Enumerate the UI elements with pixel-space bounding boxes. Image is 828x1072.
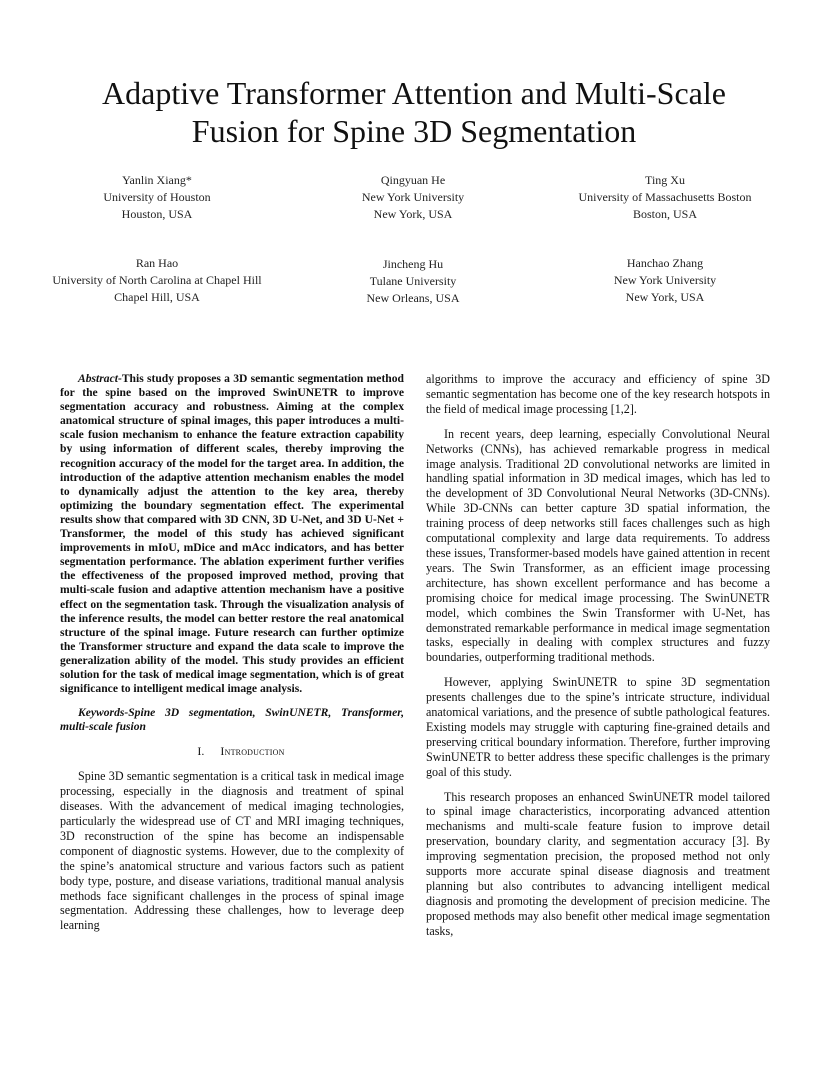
author-affiliation: University of North Carolina at Chapel Hill	[52, 273, 262, 287]
author-name: Qingyuan He	[380, 173, 446, 187]
author-name: Jincheng Hu	[382, 257, 444, 271]
author-affiliation: New York University	[361, 190, 465, 204]
paper-title	[60, 74, 768, 150]
section-number: I.	[197, 744, 205, 759]
body-paragraph: This research proposes an enhanced SwinUNETR model tailored to spinal image characteristics, incorporating advanced attention mechanisms and multi-scale feature fusion to improve detail preservation, boundary clarity, and segmentation accuracy [3]. By improving segmentation precision, the proposed method not only supports more accurate spinal disease diagnosis and treatment planning but also contributes to advancing intelligent medical diagnosis and promoting the development of precision medicine. The proposed methods may also benefit other medical image segmentation tasks,	[426, 789, 770, 938]
left-column	[60, 372, 404, 943]
author-block-3	[540, 172, 790, 223]
author-name: Ran Hao	[135, 256, 179, 270]
author-block-5	[288, 256, 538, 307]
author-location: Houston, USA	[121, 207, 193, 221]
section-title: Introduction	[220, 744, 285, 759]
author-affiliation: New York University	[613, 273, 717, 287]
author-block-4	[32, 255, 282, 306]
author-name: Hanchao Zhang	[626, 256, 704, 270]
author-affiliation: Tulane University	[369, 274, 457, 288]
author-affiliation: University of Houston	[103, 190, 211, 204]
section-heading-introduction	[60, 744, 404, 759]
title-line-2: Fusion for Spine 3D Segmentation	[191, 113, 637, 149]
title-line-1: Adaptive Transformer Attention and Multi-Scale	[102, 75, 726, 111]
author-block-6	[540, 255, 790, 306]
author-location: Chapel Hill, USA	[114, 290, 200, 304]
author-location: New York, USA	[373, 207, 453, 221]
keywords: Keywords-Spine 3D segmentation, SwinUNETR, Transformer, multi-scale fusion	[60, 706, 404, 734]
body-paragraph: In recent years, deep learning, especially Convolutional Neural Networks (CNNs), has achieved remarkable progress in medical image analysis. Traditional 2D convolutional networks are limited in handling spatial information in 3D medical images, which has led to the development of 3D Convolutional Neural Networks (3D-CNNs). While 3D-CNNs can better capture 3D spatial information, the training process of deep networks still faces challenges such as high computational complexity and large data requirements. To address these issues, Transformer-based models have gained attention in recent years. The Swin Transformer, as an efficient image processing architecture, has shown excellent performance and has become a promising choice for medical image processing. The SwinUNETR model, which combines the Swin Transformer with U-Net, has demonstrated remarkable performance in medical image segmentation tasks, especially in dealing with complex structures and fuzzy boundaries, outperforming traditional methods.	[426, 426, 770, 665]
abstract-label: Abstract-	[78, 372, 122, 385]
right-column	[426, 372, 770, 949]
body-paragraph-continued: algorithms to improve the accuracy and efficiency of spine 3D semantic segmentation has become one of the key research hotspots in the field of medical image processing [1,2].	[426, 372, 770, 416]
author-name: Ting Xu	[645, 173, 685, 187]
body-paragraph: However, applying SwinUNETR to spine 3D segmentation presents challenges due to the spine’s intricate structure, individual anatomical variations, and the presence of subtle pathological features. Existing models may struggle with capturing fine-grained details and preserving critical boundary information. Therefore, further improving SwinUNETR to better address these specific challenges is the primary goal of this study.	[426, 675, 770, 779]
intro-paragraph-1: Spine 3D semantic segmentation is a critical task in medical image processing, especially in the diagnosis and treatment of spinal diseases. With the advancement of medical imaging technologies, particularly the widespread use of CT and MRI imaging techniques, 3D reconstruction of the spine has become an indispensable component of diagnostic systems. However, due to the complexity of the spine’s anatomical structure and various factors such as patient body type, posture, and disease variations, traditional manual analysis methods face significant challenges in the process of spinal image segmentation. Addressing these challenges, how to leverage deep learning	[60, 769, 404, 933]
author-name: Yanlin Xiang*	[122, 173, 192, 187]
author-location: New Orleans, USA	[366, 291, 460, 305]
author-location: Boston, USA	[632, 207, 697, 221]
author-affiliation: University of Massachusetts Boston	[578, 190, 752, 204]
abstract-text: This study proposes a 3D semantic segmentation method for the spine based on the improved SwinUNETR to improve segmentation accuracy and robustness. Aiming at the complex anatomical structure of spinal images, this paper introduces a multi-scale fusion mechanism to enhance the feature extraction capability by using information of different scales, thereby improving the recognition accuracy of the model for the target area. In addition, the introduction of the adaptive attention mechanism enables the model to dynamically adjust the attention to the key area, thereby optimizing the boundary segmentation effect. The experimental results show that compared with 3D CNN, 3D U-Net, and 3D U-Net + Transformer, the model of this study has achieved significant improvements in mIoU, mDice and mAcc indicators, and has better segmentation performance. The ablation experiment further verifies the effectiveness of the proposed improved method, proving that multi-scale fusion and adaptive attention mechanism have a positive effect on the segmentation task. Through the visualization analysis of the inference results, the model can better restore the real anatomical structure of the spinal image. Future research can further optimize the Transformer structure and expand the data scale to improve the generalization ability of the model. This study provides an efficient solution for the task of medical image segmentation, which is of great significance to intelligent medical image analysis.	[60, 372, 404, 696]
abstract	[60, 372, 404, 696]
author-block-2	[288, 172, 538, 223]
author-block-1	[32, 172, 282, 223]
author-location: New York, USA	[625, 290, 705, 304]
